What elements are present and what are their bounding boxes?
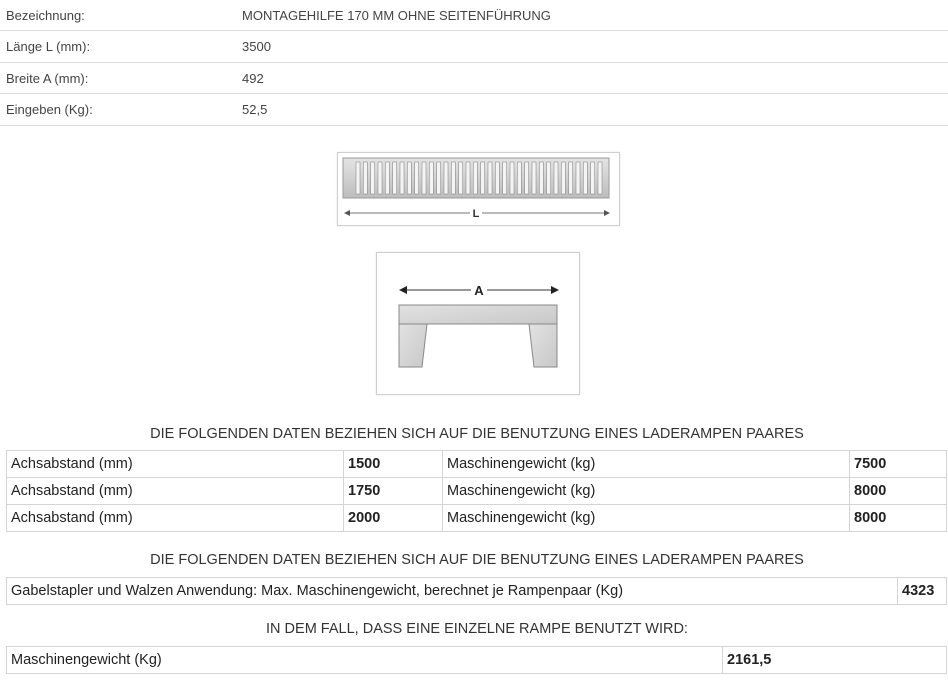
spec-label: Länge L (mm): <box>6 39 91 54</box>
ramp-slat <box>503 162 507 194</box>
ramp-slat <box>539 162 543 194</box>
ramp-slat <box>554 162 558 194</box>
ramp-front-view-drawing <box>377 253 579 394</box>
wheelbase-table <box>6 450 947 532</box>
machine-weight-label: Maschinengewicht (kg) <box>443 478 850 505</box>
spec-value: MONTAGEHILFE 170 MM OHNE SEITENFÜHRUNG <box>242 8 551 23</box>
machine-weight-value: 8000 <box>850 478 947 505</box>
ramp-slat <box>598 162 602 194</box>
spec-row-eingeben <box>0 94 948 126</box>
ramp-slat <box>459 162 463 194</box>
length-label: L <box>472 208 480 220</box>
ramp-slat <box>385 162 389 194</box>
table-row <box>7 478 947 505</box>
spec-label: Bezeichnung: <box>6 8 85 23</box>
ramp-slat <box>488 162 492 194</box>
width-label: A <box>474 283 484 298</box>
section1-heading: DIE FOLGENDEN DATEN BEZIEHEN SICH AUF DIE BENUTZUNG EINES LADERAMPEN PAARES <box>150 426 804 442</box>
ramp-slat <box>466 162 470 194</box>
ramp-slat <box>547 162 551 194</box>
ramp-slat <box>437 162 441 194</box>
wheelbase-value: 1750 <box>344 478 443 505</box>
ramp-slat <box>569 162 573 194</box>
spec-value: 3500 <box>242 39 271 54</box>
ramp-slat <box>473 162 477 194</box>
ramp-slat <box>407 162 411 194</box>
ramp-top-view-drawing <box>338 153 619 225</box>
wheelbase-value: 2000 <box>344 505 443 532</box>
ramp-slat <box>576 162 580 194</box>
single-ramp-label: Maschinengewicht (Kg) <box>7 647 723 674</box>
wheelbase-label: Achsabstand (mm) <box>7 478 344 505</box>
ramp-slat <box>517 162 521 194</box>
single-ramp-table <box>6 646 947 674</box>
spec-value: 52,5 <box>242 102 268 117</box>
ramp-slat <box>422 162 426 194</box>
spec-label: Breite A (mm): <box>6 71 89 86</box>
ramp-slat <box>429 162 433 194</box>
ramp-top-view-figure <box>337 152 620 226</box>
table-row <box>7 578 947 605</box>
machine-weight-label: Maschinengewicht (kg) <box>443 505 850 532</box>
wheelbase-label: Achsabstand (mm) <box>7 451 344 478</box>
forklift-value: 4323 <box>898 578 947 605</box>
ramp-slat <box>363 162 367 194</box>
ramp-slat <box>583 162 587 194</box>
ramp-slat <box>591 162 595 194</box>
ramp-slat <box>525 162 529 194</box>
machine-weight-value: 8000 <box>850 505 947 532</box>
ramp-slat <box>495 162 499 194</box>
ramp-front-view-figure <box>376 252 580 395</box>
spec-label: Eingeben (Kg): <box>6 102 93 117</box>
machine-weight-label: Maschinengewicht (kg) <box>443 451 850 478</box>
table-row <box>7 647 947 674</box>
spec-row-breite <box>0 63 948 94</box>
spec-row-laenge <box>0 31 948 63</box>
ramp-slat <box>510 162 514 194</box>
wheelbase-value: 1500 <box>344 451 443 478</box>
spec-list <box>0 0 948 126</box>
section3-heading: IN DEM FALL, DASS EINE EINZELNE RAMPE BENUTZT WIRD: <box>266 621 688 637</box>
spec-row-bezeichnung <box>0 0 948 31</box>
ramp-slat <box>444 162 448 194</box>
ramp-slat <box>356 162 360 194</box>
spec-value: 492 <box>242 71 264 86</box>
ramp-slat <box>371 162 375 194</box>
ramp-slat <box>393 162 397 194</box>
forklift-table <box>6 577 947 605</box>
section2-heading: DIE FOLGENDEN DATEN BEZIEHEN SICH AUF DIE BENUTZUNG EINES LADERAMPEN PAARES <box>150 552 804 568</box>
table-row <box>7 505 947 532</box>
wheelbase-label: Achsabstand (mm) <box>7 505 344 532</box>
ramp-slat <box>481 162 485 194</box>
single-ramp-value: 2161,5 <box>723 647 947 674</box>
ramp-slat <box>532 162 536 194</box>
table-row <box>7 451 947 478</box>
ramp-slat <box>378 162 382 194</box>
ramp-slat <box>451 162 455 194</box>
ramp-slat <box>561 162 565 194</box>
machine-weight-value: 7500 <box>850 451 947 478</box>
ramp-slat <box>415 162 419 194</box>
ramp-slat <box>400 162 404 194</box>
forklift-label: Gabelstapler und Walzen Anwendung: Max. Maschinengewicht, berechnet je Rampenpaar (Kg) <box>7 578 898 605</box>
